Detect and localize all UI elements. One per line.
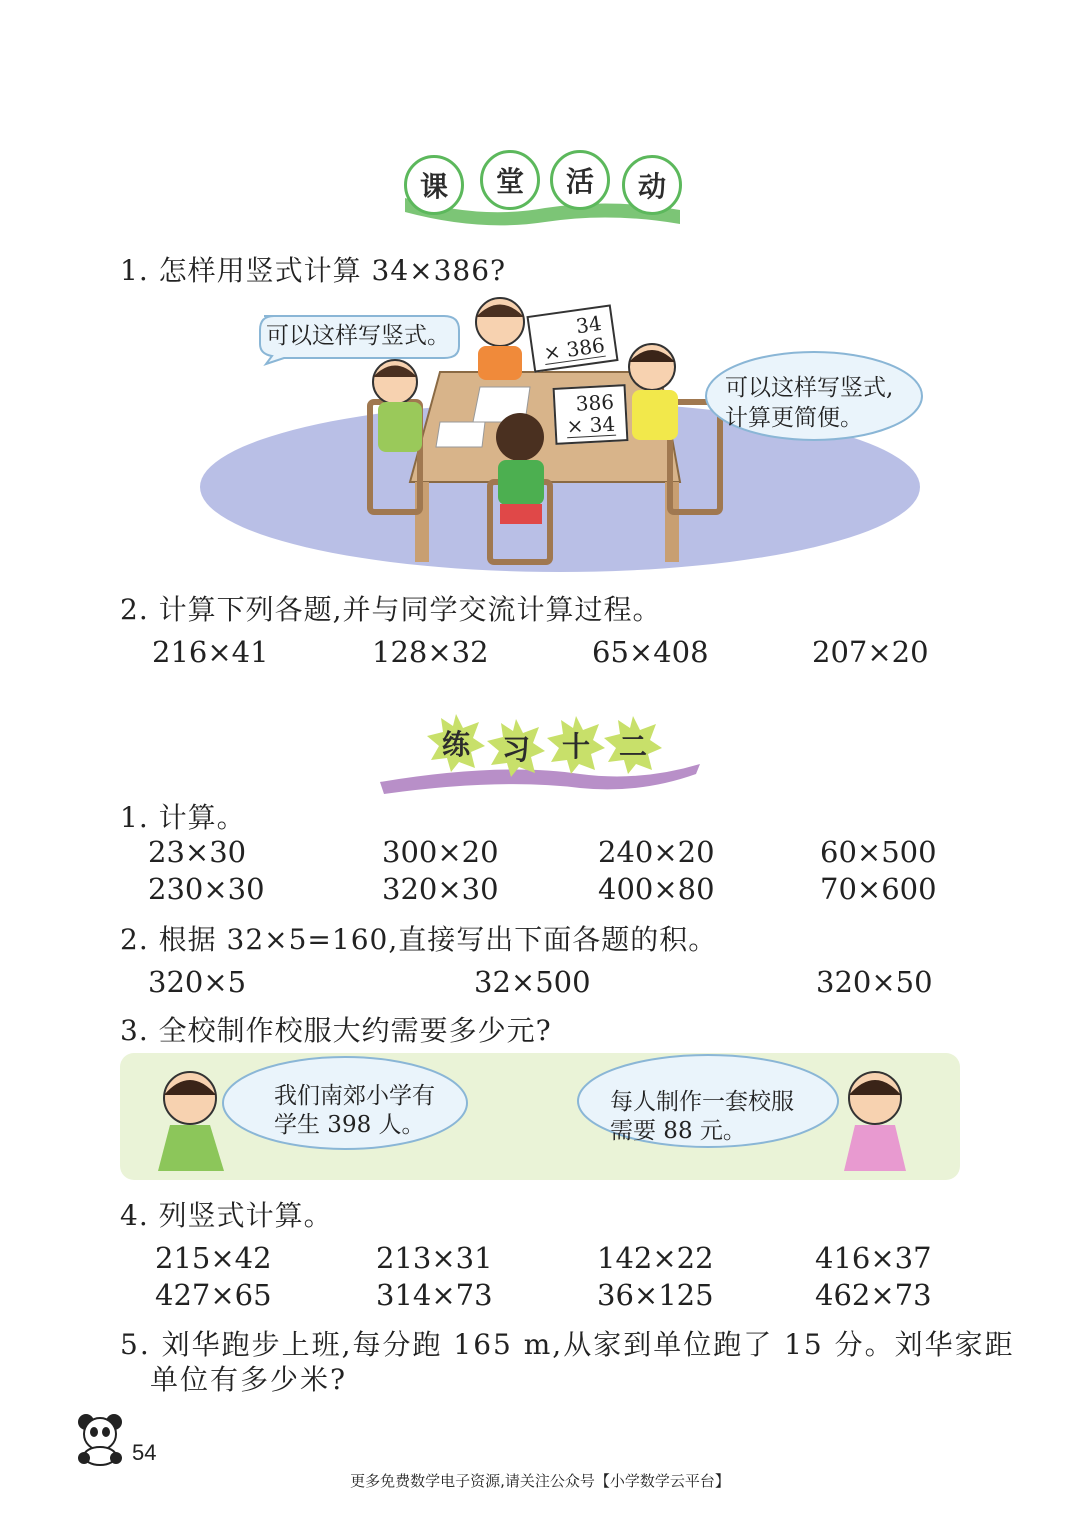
expression: 128×32	[372, 635, 489, 669]
expression: 32×500	[474, 965, 591, 999]
expression: 462×73	[815, 1278, 932, 1312]
exercise-3-bubble-right-line2: 需要 88 元。	[610, 1118, 746, 1144]
expression: 65×408	[592, 635, 709, 669]
speech-bubble-right-line2: 计算更简便。	[725, 405, 863, 431]
activity-question-2: 2. 计算下列各题,并与同学交流计算过程。	[120, 593, 662, 626]
expression: 320×5	[148, 965, 247, 999]
exercise-title-char-text: 习	[501, 733, 530, 766]
exercise-question-4: 4. 列竖式计算。	[120, 1199, 333, 1232]
vertical-form-card-b	[553, 384, 628, 445]
activity-question-1: 1. 怎样用竖式计算 34×386?	[120, 254, 507, 287]
expression: 427×65	[155, 1278, 272, 1312]
activity-title-char: 课	[404, 155, 464, 215]
speech-bubble-right-line1: 可以这样写竖式,	[725, 375, 894, 401]
expression: 400×80	[598, 872, 715, 906]
exercise-title-char	[485, 717, 547, 779]
exercise-title-char-text: 练	[441, 728, 470, 761]
exercise-3-bubble-left-line1: 我们南郊小学有	[274, 1083, 435, 1109]
card-b-line1: 386	[575, 389, 615, 416]
expression: 416×37	[815, 1241, 932, 1275]
activity-header	[400, 150, 685, 230]
expression: 314×73	[376, 1278, 493, 1312]
expression: 213×31	[376, 1241, 493, 1275]
exercise-title-char	[425, 712, 487, 774]
expression: 207×20	[812, 635, 929, 669]
exercise-title-char	[602, 714, 664, 776]
exercise-title-char	[545, 714, 607, 776]
exercise-3-illustration-panel	[120, 1053, 960, 1180]
speech-bubble-left-text: 可以这样写竖式。	[266, 323, 450, 349]
exercise-3-drawing	[120, 1053, 960, 1180]
expression: 142×22	[597, 1241, 714, 1275]
exercise-question-3: 3. 全校制作校服大约需要多少元?	[120, 1014, 552, 1047]
activity-title-char: 活	[550, 150, 610, 210]
expression: 300×20	[382, 835, 499, 869]
expression: 216×41	[152, 635, 269, 669]
card-b-line2: × 34	[565, 411, 616, 439]
expression: 320×30	[382, 872, 499, 906]
expression: 70×600	[820, 872, 937, 906]
expression: 60×500	[820, 835, 937, 869]
panda-icon	[72, 1410, 130, 1466]
vertical-form-card-a	[526, 304, 618, 372]
expression: 215×42	[155, 1241, 272, 1275]
footer-note: 更多免费数学电子资源,请关注公众号【小学数学云平台】	[350, 1472, 730, 1490]
exercise-header	[380, 712, 710, 802]
expression: 320×50	[816, 965, 933, 999]
exercise-3-bubble-left-line2: 学生 398 人。	[274, 1112, 425, 1138]
expression: 230×30	[148, 872, 265, 906]
page-number: 54	[132, 1440, 157, 1465]
exercise-question-1: 1. 计算。	[120, 801, 246, 834]
exercise-title-char-text: 二	[618, 730, 647, 763]
exercise-3-bubble-right-line1: 每人制作一套校服	[610, 1089, 794, 1115]
expression: 240×20	[598, 835, 715, 869]
card-a-line1: 34	[574, 310, 604, 339]
activity-title-char: 动	[622, 155, 682, 215]
expression: 23×30	[148, 835, 247, 869]
exercise-question-5-line1: 5. 刘华跑步上班,每分跑 165 m,从家到单位跑了 15 分。刘华家距	[120, 1328, 1015, 1361]
card-a-line2: × 386	[542, 332, 607, 366]
activity-title-char: 堂	[480, 150, 540, 210]
exercise-title-char-text: 十	[561, 730, 590, 763]
expression: 36×125	[597, 1278, 714, 1312]
exercise-question-5-line2: 单位有多少米?	[150, 1363, 348, 1396]
exercise-question-2: 2. 根据 32×5=160,直接写出下面各题的积。	[120, 923, 718, 956]
